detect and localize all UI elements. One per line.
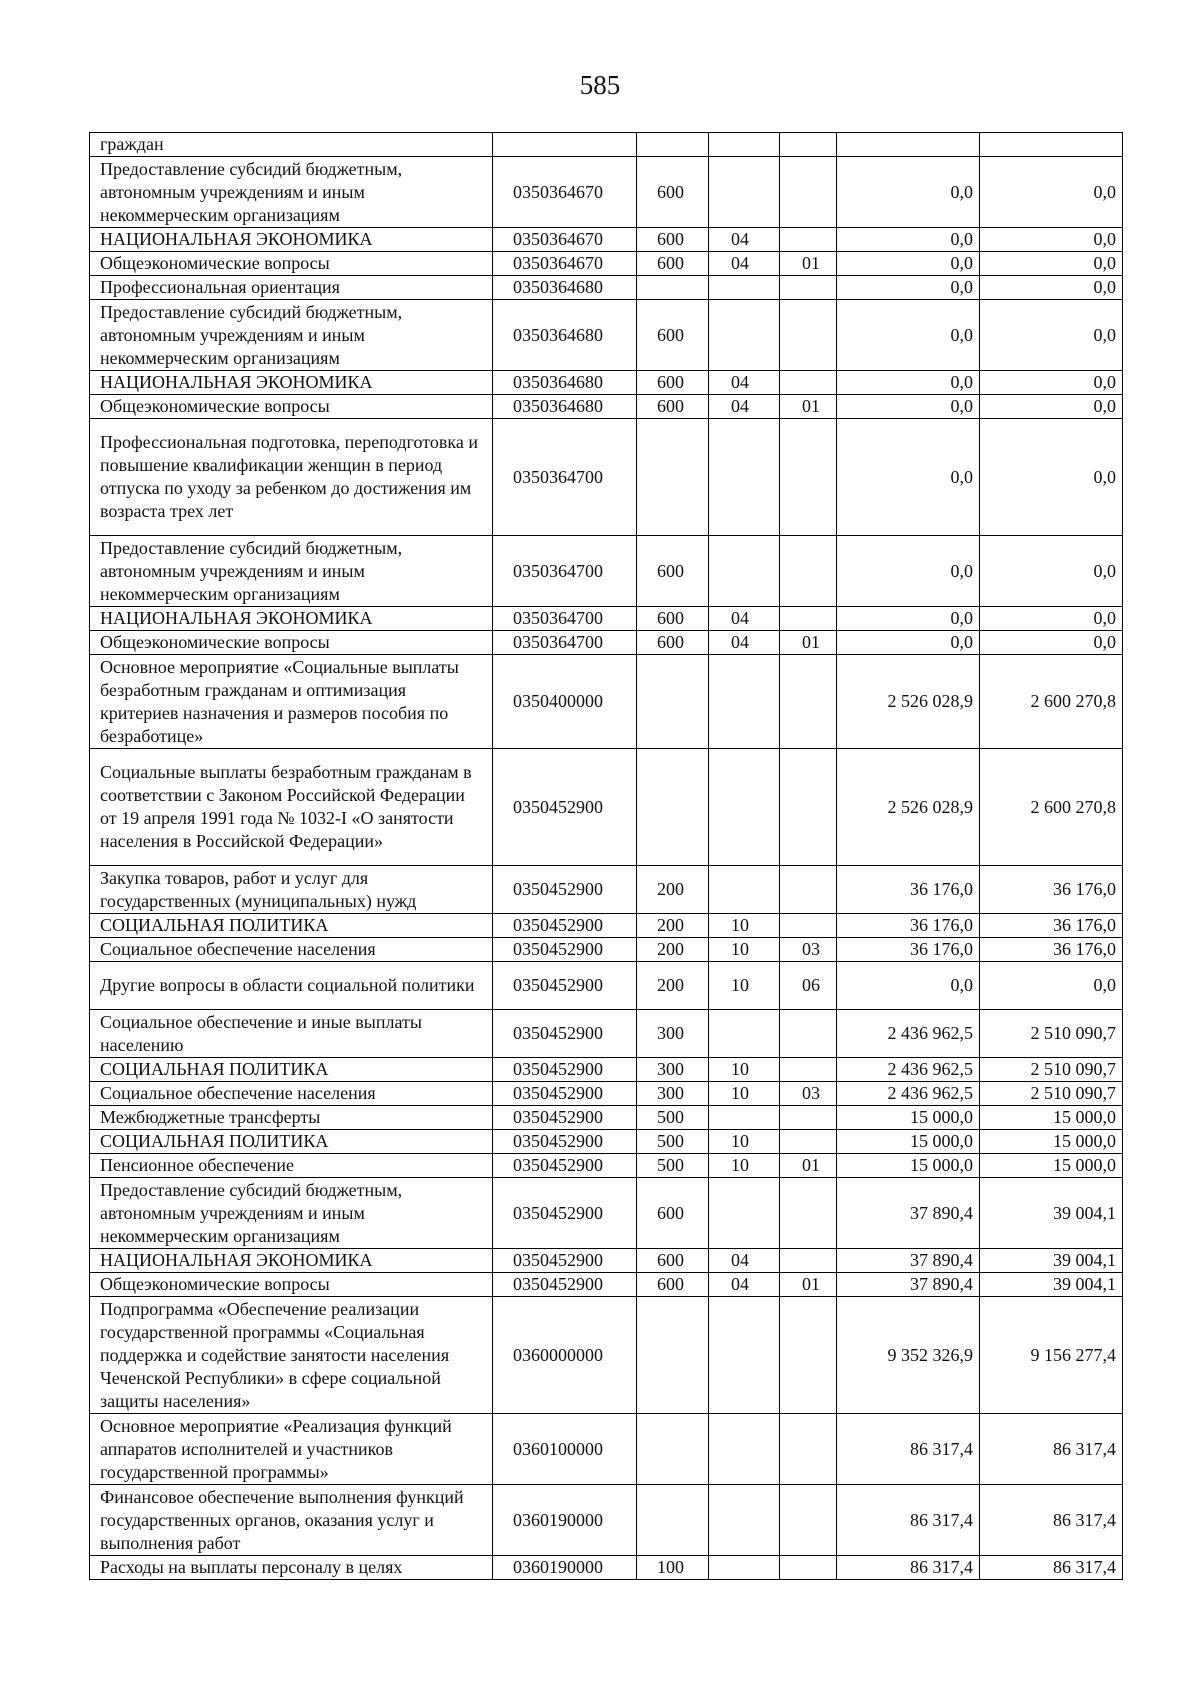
sum-year-2-cell: 15 000,0 (980, 1154, 1123, 1178)
row-name-cell: Социальное обеспечение населения (90, 1082, 493, 1106)
rz-code-cell (709, 1414, 780, 1485)
sum-year-2-cell: 0,0 (980, 395, 1123, 419)
sum-year-2-cell: 2 510 090,7 (980, 1082, 1123, 1106)
table-row (90, 1130, 1123, 1154)
pr-code-cell: 01 (780, 631, 837, 655)
sum-year-1-cell: 2 436 962,5 (837, 1082, 980, 1106)
kcsr-code-cell: 0350452900 (493, 1130, 637, 1154)
vr-code-cell (637, 1414, 709, 1485)
sum-year-1-cell: 37 890,4 (837, 1273, 980, 1297)
page-number: 585 (579, 70, 621, 100)
table-row (90, 419, 1123, 536)
row-name-cell: Предоставление субсидий бюджетным, автономным учреждениям и иным некоммерческим организациям (90, 536, 493, 607)
sum-year-1-cell: 86 317,4 (837, 1485, 980, 1556)
row-name-cell: Общеэкономические вопросы (90, 631, 493, 655)
vr-code-cell: 600 (637, 228, 709, 252)
pr-code-cell (780, 607, 837, 631)
sum-year-1-cell: 15 000,0 (837, 1154, 980, 1178)
vr-code-cell: 200 (637, 962, 709, 1010)
sum-year-2-cell: 0,0 (980, 607, 1123, 631)
kcsr-code-cell: 0350452900 (493, 1273, 637, 1297)
row-name-cell: СОЦИАЛЬНАЯ ПОЛИТИКА (90, 1058, 493, 1082)
row-name-cell: Закупка товаров, работ и услуг для государственных (муниципальных) нужд (90, 866, 493, 914)
pr-code-cell (780, 133, 837, 157)
vr-code-cell: 300 (637, 1058, 709, 1082)
vr-code-cell (637, 419, 709, 536)
kcsr-code-cell: 0350364670 (493, 252, 637, 276)
pr-code-cell (780, 371, 837, 395)
kcsr-code-cell: 0350364670 (493, 157, 637, 228)
pr-code-cell (780, 157, 837, 228)
pr-code-cell (780, 1297, 837, 1414)
pr-code-cell (780, 276, 837, 300)
vr-code-cell: 300 (637, 1010, 709, 1058)
sum-year-2-cell: 2 600 270,8 (980, 749, 1123, 866)
row-name-cell: Предоставление субсидий бюджетным, автономным учреждениям и иным некоммерческим организациям (90, 157, 493, 228)
row-name-cell: Профессиональная ориентация (90, 276, 493, 300)
sum-year-2-cell: 0,0 (980, 371, 1123, 395)
row-name-cell: Финансовое обеспечение выполнения функций государственных органов, оказания услуг и выполнения работ (90, 1485, 493, 1556)
row-name-cell: НАЦИОНАЛЬНАЯ ЭКОНОМИКА (90, 371, 493, 395)
sum-year-2-cell: 9 156 277,4 (980, 1297, 1123, 1414)
table-row (90, 1249, 1123, 1273)
sum-year-2-cell: 2 510 090,7 (980, 1010, 1123, 1058)
table-row (90, 1082, 1123, 1106)
vr-code-cell: 600 (637, 536, 709, 607)
kcsr-code-cell: 0350452900 (493, 749, 637, 866)
table-row (90, 655, 1123, 749)
kcsr-code-cell: 0350452900 (493, 1154, 637, 1178)
rz-code-cell: 04 (709, 395, 780, 419)
rz-code-cell (709, 1485, 780, 1556)
vr-code-cell (637, 133, 709, 157)
sum-year-2-cell: 15 000,0 (980, 1106, 1123, 1130)
pr-code-cell (780, 1414, 837, 1485)
table-row (90, 157, 1123, 228)
row-name-cell: Пенсионное обеспечение (90, 1154, 493, 1178)
vr-code-cell: 500 (637, 1154, 709, 1178)
rz-code-cell: 10 (709, 962, 780, 1010)
vr-code-cell: 500 (637, 1106, 709, 1130)
table-row (90, 300, 1123, 371)
rz-code-cell: 10 (709, 1058, 780, 1082)
row-name-cell: Профессиональная подготовка, переподготовка и повышение квалификации женщин в период отпуска по уходу за ребенком до достижения им возраста трех лет (90, 419, 493, 536)
vr-code-cell: 600 (637, 1178, 709, 1249)
table-row (90, 1556, 1123, 1580)
rz-code-cell: 04 (709, 607, 780, 631)
vr-code-cell: 200 (637, 914, 709, 938)
sum-year-1-cell: 0,0 (837, 395, 980, 419)
sum-year-2-cell: 0,0 (980, 228, 1123, 252)
kcsr-code-cell: 0350452900 (493, 1249, 637, 1273)
pr-code-cell (780, 866, 837, 914)
kcsr-code-cell: 0350364700 (493, 419, 637, 536)
row-name-cell: Другие вопросы в области социальной политики (90, 962, 493, 1010)
sum-year-1-cell: 86 317,4 (837, 1414, 980, 1485)
rz-code-cell: 04 (709, 1249, 780, 1273)
vr-code-cell: 600 (637, 1249, 709, 1273)
vr-code-cell (637, 749, 709, 866)
vr-code-cell (637, 1485, 709, 1556)
table-row (90, 1106, 1123, 1130)
sum-year-2-cell: 0,0 (980, 631, 1123, 655)
pr-code-cell (780, 1010, 837, 1058)
row-name-cell: граждан (90, 133, 493, 157)
sum-year-1-cell: 37 890,4 (837, 1249, 980, 1273)
rz-code-cell: 04 (709, 371, 780, 395)
kcsr-code-cell: 0350452900 (493, 1058, 637, 1082)
table-row (90, 1058, 1123, 1082)
kcsr-code-cell: 0350452900 (493, 1010, 637, 1058)
sum-year-1-cell: 2 526 028,9 (837, 749, 980, 866)
kcsr-code-cell: 0350452900 (493, 938, 637, 962)
sum-year-2-cell: 36 176,0 (980, 914, 1123, 938)
vr-code-cell: 600 (637, 631, 709, 655)
pr-code-cell (780, 1106, 837, 1130)
row-name-cell: Основное мероприятие «Реализация функций аппаратов исполнителей и участников государственной программы» (90, 1414, 493, 1485)
kcsr-code-cell: 0350364680 (493, 276, 637, 300)
vr-code-cell: 600 (637, 252, 709, 276)
sum-year-2-cell: 36 176,0 (980, 866, 1123, 914)
table-row (90, 1414, 1123, 1485)
rz-code-cell: 10 (709, 1154, 780, 1178)
row-name-cell: Предоставление субсидий бюджетным, автономным учреждениям и иным некоммерческим организациям (90, 300, 493, 371)
rz-code-cell: 10 (709, 1130, 780, 1154)
table-body (90, 133, 1123, 1580)
table-row (90, 1178, 1123, 1249)
row-name-cell: СОЦИАЛЬНАЯ ПОЛИТИКА (90, 1130, 493, 1154)
sum-year-2-cell: 15 000,0 (980, 1130, 1123, 1154)
rz-code-cell (709, 1178, 780, 1249)
sum-year-1-cell: 0,0 (837, 371, 980, 395)
sum-year-1-cell: 0,0 (837, 157, 980, 228)
table-row (90, 133, 1123, 157)
sum-year-1-cell: 15 000,0 (837, 1130, 980, 1154)
sum-year-2-cell: 0,0 (980, 419, 1123, 536)
pr-code-cell (780, 419, 837, 536)
sum-year-2-cell: 0,0 (980, 276, 1123, 300)
kcsr-code-cell: 0350364700 (493, 631, 637, 655)
sum-year-1-cell: 0,0 (837, 228, 980, 252)
sum-year-2-cell: 39 004,1 (980, 1249, 1123, 1273)
pr-code-cell: 03 (780, 1082, 837, 1106)
table-row (90, 914, 1123, 938)
sum-year-2-cell: 0,0 (980, 536, 1123, 607)
sum-year-2-cell: 39 004,1 (980, 1273, 1123, 1297)
kcsr-code-cell: 0350364680 (493, 371, 637, 395)
vr-code-cell: 200 (637, 938, 709, 962)
pr-code-cell (780, 536, 837, 607)
rz-code-cell (709, 1297, 780, 1414)
table-row (90, 276, 1123, 300)
pr-code-cell (780, 1556, 837, 1580)
pr-code-cell: 03 (780, 938, 837, 962)
pr-code-cell (780, 655, 837, 749)
sum-year-1-cell: 36 176,0 (837, 914, 980, 938)
row-name-cell: НАЦИОНАЛЬНАЯ ЭКОНОМИКА (90, 607, 493, 631)
table-row (90, 749, 1123, 866)
table-row (90, 607, 1123, 631)
sum-year-2-cell: 0,0 (980, 300, 1123, 371)
sum-year-1-cell: 0,0 (837, 536, 980, 607)
sum-year-1-cell: 2 436 962,5 (837, 1010, 980, 1058)
row-name-cell: Общеэкономические вопросы (90, 252, 493, 276)
vr-code-cell: 200 (637, 866, 709, 914)
pr-code-cell: 06 (780, 962, 837, 1010)
rz-code-cell (709, 655, 780, 749)
sum-year-2-cell: 86 317,4 (980, 1556, 1123, 1580)
rz-code-cell: 10 (709, 1082, 780, 1106)
sum-year-1-cell: 0,0 (837, 962, 980, 1010)
table-row (90, 371, 1123, 395)
pr-code-cell: 01 (780, 1154, 837, 1178)
row-name-cell: Общеэкономические вопросы (90, 395, 493, 419)
row-name-cell: НАЦИОНАЛЬНАЯ ЭКОНОМИКА (90, 1249, 493, 1273)
vr-code-cell: 500 (637, 1130, 709, 1154)
sum-year-2-cell: 0,0 (980, 252, 1123, 276)
rz-code-cell (709, 1556, 780, 1580)
pr-code-cell (780, 1249, 837, 1273)
rz-code-cell (709, 276, 780, 300)
kcsr-code-cell: 0350364700 (493, 536, 637, 607)
sum-year-1-cell: 2 436 962,5 (837, 1058, 980, 1082)
row-name-cell: Основное мероприятие «Социальные выплаты безработным гражданам и оптимизация критериев назначения и размеров пособия по безработице» (90, 655, 493, 749)
vr-code-cell: 600 (637, 371, 709, 395)
kcsr-code-cell: 0350452900 (493, 1178, 637, 1249)
row-name-cell: Межбюджетные трансферты (90, 1106, 493, 1130)
kcsr-code-cell: 0350452900 (493, 962, 637, 1010)
sum-year-1-cell: 36 176,0 (837, 938, 980, 962)
rz-code-cell (709, 866, 780, 914)
vr-code-cell (637, 1297, 709, 1414)
sum-year-1-cell: 86 317,4 (837, 1556, 980, 1580)
table-row (90, 395, 1123, 419)
pr-code-cell (780, 914, 837, 938)
vr-code-cell (637, 276, 709, 300)
kcsr-code-cell: 0350364700 (493, 607, 637, 631)
row-name-cell: Подпрограмма «Обеспечение реализации государственной программы «Социальная поддержка и содействие занятости населения Чеченской Республики» в сфере социальной защиты населения» (90, 1297, 493, 1414)
table-row (90, 1485, 1123, 1556)
sum-year-2-cell: 39 004,1 (980, 1178, 1123, 1249)
table-row (90, 536, 1123, 607)
sum-year-2-cell: 86 317,4 (980, 1485, 1123, 1556)
row-name-cell: СОЦИАЛЬНАЯ ПОЛИТИКА (90, 914, 493, 938)
kcsr-code-cell: 0350364680 (493, 395, 637, 419)
sum-year-1-cell: 15 000,0 (837, 1106, 980, 1130)
rz-code-cell (709, 749, 780, 866)
rz-code-cell: 04 (709, 1273, 780, 1297)
row-name-cell: Предоставление субсидий бюджетным, автономным учреждениям и иным некоммерческим организациям (90, 1178, 493, 1249)
sum-year-1-cell (837, 133, 980, 157)
table-row (90, 631, 1123, 655)
sum-year-1-cell: 0,0 (837, 252, 980, 276)
table-row (90, 1010, 1123, 1058)
sum-year-2-cell: 86 317,4 (980, 1414, 1123, 1485)
row-name-cell: Расходы на выплаты персоналу в целях (90, 1556, 493, 1580)
vr-code-cell: 600 (637, 607, 709, 631)
rz-code-cell (709, 133, 780, 157)
kcsr-code-cell: 0350452900 (493, 866, 637, 914)
sum-year-1-cell: 0,0 (837, 607, 980, 631)
vr-code-cell: 600 (637, 157, 709, 228)
budget-table (89, 132, 1123, 1580)
sum-year-1-cell: 36 176,0 (837, 866, 980, 914)
table-row (90, 228, 1123, 252)
table-row (90, 962, 1123, 1010)
sum-year-2-cell: 36 176,0 (980, 938, 1123, 962)
kcsr-code-cell: 0360100000 (493, 1414, 637, 1485)
table-row (90, 866, 1123, 914)
sum-year-1-cell: 2 526 028,9 (837, 655, 980, 749)
sum-year-1-cell: 0,0 (837, 419, 980, 536)
kcsr-code-cell: 0350400000 (493, 655, 637, 749)
sum-year-1-cell: 9 352 326,9 (837, 1297, 980, 1414)
pr-code-cell (780, 1178, 837, 1249)
pr-code-cell (780, 300, 837, 371)
rz-code-cell: 10 (709, 914, 780, 938)
sum-year-2-cell: 2 510 090,7 (980, 1058, 1123, 1082)
pr-code-cell (780, 749, 837, 866)
sum-year-1-cell: 0,0 (837, 300, 980, 371)
pr-code-cell: 01 (780, 1273, 837, 1297)
table-row (90, 252, 1123, 276)
table-row (90, 938, 1123, 962)
rz-code-cell (709, 419, 780, 536)
pr-code-cell: 01 (780, 395, 837, 419)
table-row (90, 1297, 1123, 1414)
kcsr-code-cell: 0360190000 (493, 1556, 637, 1580)
kcsr-code-cell: 0350364670 (493, 228, 637, 252)
sum-year-2-cell: 0,0 (980, 962, 1123, 1010)
vr-code-cell: 600 (637, 1273, 709, 1297)
sum-year-1-cell: 0,0 (837, 276, 980, 300)
sum-year-1-cell: 0,0 (837, 631, 980, 655)
pr-code-cell (780, 1485, 837, 1556)
rz-code-cell (709, 157, 780, 228)
row-name-cell: Социальные выплаты безработным гражданам в соответствии с Законом Российской Федерации от 19 апреля 1991 года № 1032-I «О занятости населения в Российской Федерации» (90, 749, 493, 866)
row-name-cell: НАЦИОНАЛЬНАЯ ЭКОНОМИКА (90, 228, 493, 252)
sum-year-2-cell: 2 600 270,8 (980, 655, 1123, 749)
sum-year-1-cell: 37 890,4 (837, 1178, 980, 1249)
rz-code-cell: 04 (709, 228, 780, 252)
rz-code-cell (709, 300, 780, 371)
table-row (90, 1273, 1123, 1297)
sum-year-2-cell: 0,0 (980, 157, 1123, 228)
kcsr-code-cell (493, 133, 637, 157)
rz-code-cell: 04 (709, 631, 780, 655)
vr-code-cell (637, 655, 709, 749)
vr-code-cell: 600 (637, 395, 709, 419)
vr-code-cell: 100 (637, 1556, 709, 1580)
sum-year-2-cell (980, 133, 1123, 157)
pr-code-cell: 01 (780, 252, 837, 276)
rz-code-cell: 04 (709, 252, 780, 276)
kcsr-code-cell: 0360000000 (493, 1297, 637, 1414)
row-name-cell: Социальное обеспечение населения (90, 938, 493, 962)
rz-code-cell (709, 536, 780, 607)
table-row (90, 1154, 1123, 1178)
kcsr-code-cell: 0350452900 (493, 1082, 637, 1106)
pr-code-cell (780, 1058, 837, 1082)
rz-code-cell (709, 1010, 780, 1058)
row-name-cell: Социальное обеспечение и иные выплаты населению (90, 1010, 493, 1058)
kcsr-code-cell: 0350452900 (493, 914, 637, 938)
kcsr-code-cell: 0350452900 (493, 1106, 637, 1130)
kcsr-code-cell: 0360190000 (493, 1485, 637, 1556)
pr-code-cell (780, 1130, 837, 1154)
kcsr-code-cell: 0350364680 (493, 300, 637, 371)
row-name-cell: Общеэкономические вопросы (90, 1273, 493, 1297)
vr-code-cell: 300 (637, 1082, 709, 1106)
rz-code-cell (709, 1106, 780, 1130)
vr-code-cell: 600 (637, 300, 709, 371)
rz-code-cell: 10 (709, 938, 780, 962)
pr-code-cell (780, 228, 837, 252)
